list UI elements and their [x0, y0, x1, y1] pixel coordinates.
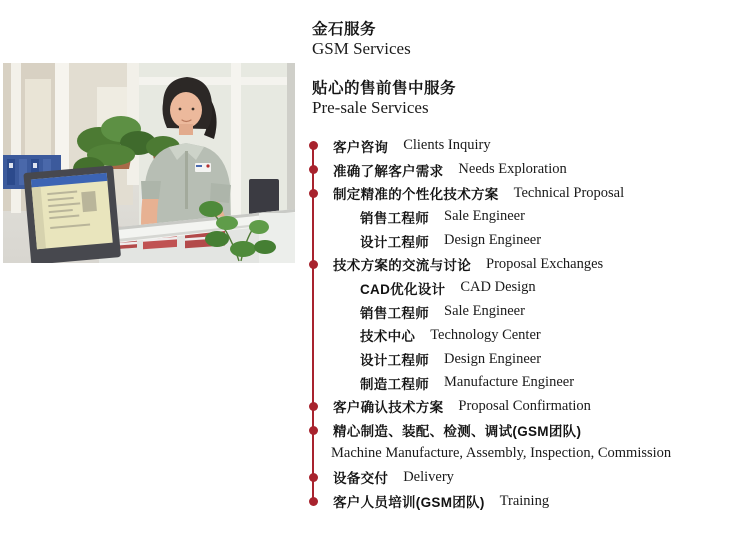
subsection-title-cn: 贴心的售前售中服务	[312, 80, 457, 97]
step-label-en: Design Engineer	[444, 232, 542, 249]
step-label-en: Proposal Confirmation	[458, 397, 591, 414]
step-label-en: Manufacture Engineer	[444, 374, 575, 391]
timeline-row	[305, 158, 725, 182]
timeline-row	[305, 442, 725, 466]
bullet-icon	[309, 402, 318, 411]
bullet-icon	[309, 497, 318, 506]
step-label-en: CAD Design	[460, 279, 536, 296]
timeline-row	[305, 395, 725, 419]
bullet-icon	[309, 426, 318, 435]
step-label-cn: 精心制造、装配、检测、调试(GSM团队)	[333, 424, 582, 440]
timeline-row	[305, 418, 725, 442]
step-label-cn: 客户人员培训(GSM团队)	[333, 495, 485, 511]
step-label-en: Clients Inquiry	[403, 137, 491, 154]
step-label-cn: 设计工程师	[360, 353, 429, 369]
step-label-cn: 客户确认技术方案	[333, 400, 444, 416]
step-label-en: Design Engineer	[444, 350, 542, 367]
timeline-row	[305, 252, 725, 276]
bullet-icon	[309, 260, 318, 269]
step-label-cn: 制定精准的个性化技术方案	[333, 187, 499, 203]
step-label-en: Sale Engineer	[444, 303, 525, 320]
step-label-cn: 销售工程师	[360, 305, 429, 321]
step-label-en: Sale Engineer	[444, 208, 525, 225]
step-label-cn: 设备交付	[333, 471, 389, 487]
step-label-cn: 客户咨询	[333, 139, 389, 155]
step-label-cn: CAD优化设计	[360, 281, 446, 297]
timeline-row	[305, 181, 725, 205]
timeline-row	[305, 134, 725, 158]
timeline-row	[305, 229, 725, 253]
step-label-cn: 销售工程师	[360, 210, 429, 226]
bullet-icon	[309, 141, 318, 150]
office-photo-illustration	[3, 63, 295, 263]
timeline-row	[305, 324, 725, 348]
bullet-icon	[309, 473, 318, 482]
step-label-en: Machine Manufacture, Assembly, Inspection, Commission	[331, 445, 672, 462]
step-label-cn: 技术方案的交流与讨论	[333, 258, 471, 274]
step-label-en: Technical Proposal	[513, 184, 625, 201]
timeline-row	[305, 276, 725, 300]
subsection-title-en: Pre-sale Services	[312, 98, 429, 117]
step-label-cn: 准确了解客户需求	[333, 163, 444, 179]
timeline-row	[305, 489, 725, 513]
bullet-icon	[309, 189, 318, 198]
step-label-en: Delivery	[403, 468, 454, 485]
timeline-row	[305, 205, 725, 229]
timeline-row	[305, 347, 725, 371]
service-timeline	[305, 134, 725, 513]
section-title-cn: 金石服务	[312, 21, 377, 38]
step-label-en: Training	[499, 492, 550, 509]
section-title-en: GSM Services	[312, 39, 411, 58]
step-label-cn: 技术中心	[360, 329, 416, 345]
step-label-cn: 设计工程师	[360, 234, 429, 250]
step-label-en: Technology Center	[430, 326, 541, 343]
timeline-row	[305, 300, 725, 324]
step-label-en: Proposal Exchanges	[486, 255, 604, 272]
timeline-row	[305, 371, 725, 395]
step-label-cn: 制造工程师	[360, 376, 429, 392]
bullet-icon	[309, 165, 318, 174]
office-staff-photo	[3, 63, 295, 263]
step-label-en: Needs Exploration	[458, 161, 567, 178]
page-header	[312, 20, 456, 118]
timeline-row	[305, 466, 725, 490]
